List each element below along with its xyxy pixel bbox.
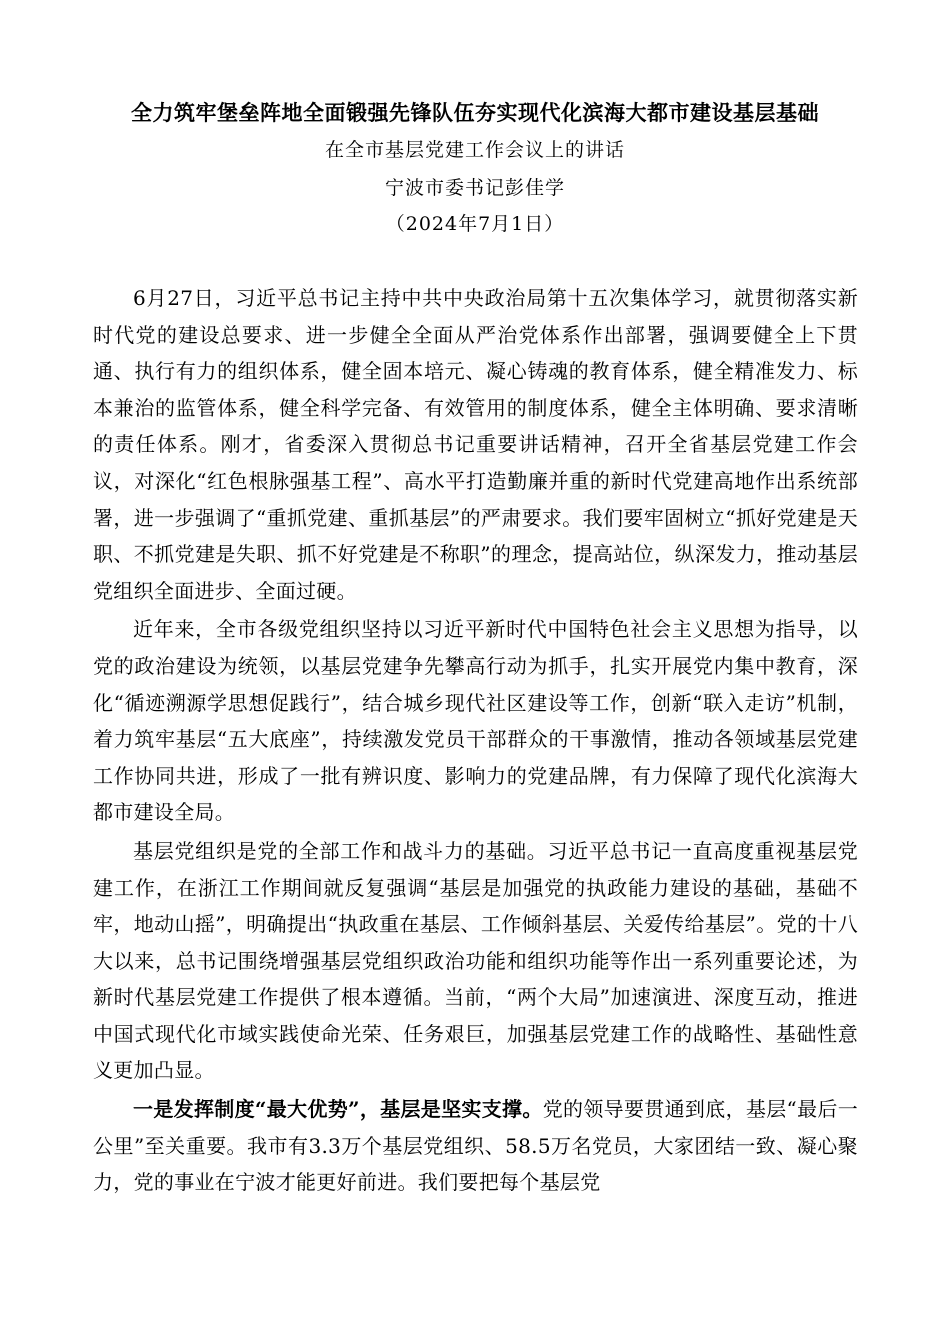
paragraph-4-text: 党的领导要贯通到底，基层“最后一公里”至关重要。我市有3.3万个基层党组织、58.5万名党员，大家团结一致、凝心聚力，党的事业在宁波才能更好前进。我们要把每个基层党 bbox=[93, 1097, 859, 1195]
paragraph-1: 6月27日，习近平总书记主持中共中央政治局第十五次集体学习，就贯彻落实新时代党的建设总要求、进一步健全全面从严治党体系作出部署，强调要健全上下贯通、执行有力的组织体系，健全固本培元、凝心铸魂的教育体系，健全精准发力、标本兼治的监管体系，健全科学完备、有效管用的制度体系，健全主体明确、要求清晰的责任体系。刚才，省委深入贯彻总书记重要讲话精神，召开全省基层党建工作会议，对深化“红色根脉强基工程”、高水平打造勤廉并重的新时代党建高地作出系统部署，进一步强调了“重抓党建、重抓基层”的严肃要求。我们要牢固树立“抓好党建是天职、不抓党建是失职、抓不好党建是不称职”的理念，提高站位，纵深发力，推动基层党组织全面进步、全面过硬。 bbox=[93, 286, 858, 603]
document-title: 全力筑牢堡垒阵地全面锻强先锋队伍夯实现代化滨海大都市建设基层基础 bbox=[131, 100, 819, 125]
document-subtitle: 在全市基层党建工作会议上的讲话 bbox=[324, 139, 625, 161]
paragraph-2: 近年来，全市各级党组织坚持以习近平新时代中国特色社会主义思想为指导，以党的政治建设为统领，以基层党建争先攀高行动为抓手，扎实开展党内集中教育，深化“循迹溯源学思想促践行”，结合城乡现代社区建设等工作，创新“联入走访”机制，着力筑牢基层“五大底座”，持续激发党员干部群众的干事激情，推动各领域基层党建工作协同共进，形成了一批有辨识度、影响力的党建品牌，有力保障了现代化滨海大都市建设全局。 bbox=[93, 617, 858, 825]
paragraph-4-heading: 一是发挥制度“最大优势”，基层是坚实支撑。 bbox=[133, 1097, 543, 1122]
document-body bbox=[93, 280, 858, 1201]
paragraph-3: 基层党组织是党的全部工作和战斗力的基础。习近平总书记一直高度重视基层党建工作，在浙江工作期间就反复强调“基层是加强党的执政能力建设的基础，基础不牢，地动山摇”，明确提出“执政重在基层、工作倾斜基层、关爱传给基层”。党的十八大以来，总书记围绕增强基层党组织政治功能和组织功能等作出一系列重要论述，为新时代基层党建工作提供了根本遵循。当前，“两个大局”加速演进、深度互动，推进中国式现代化市域实践使命光荣、任务艰巨，加强基层党建工作的战略性、基础性意义更加凸显。 bbox=[93, 838, 858, 1083]
date-line: （2024年7月1日） bbox=[385, 213, 565, 235]
speaker-line: 宁波市委书记彭佳学 bbox=[384, 177, 565, 199]
paragraph-4 bbox=[93, 1091, 858, 1201]
